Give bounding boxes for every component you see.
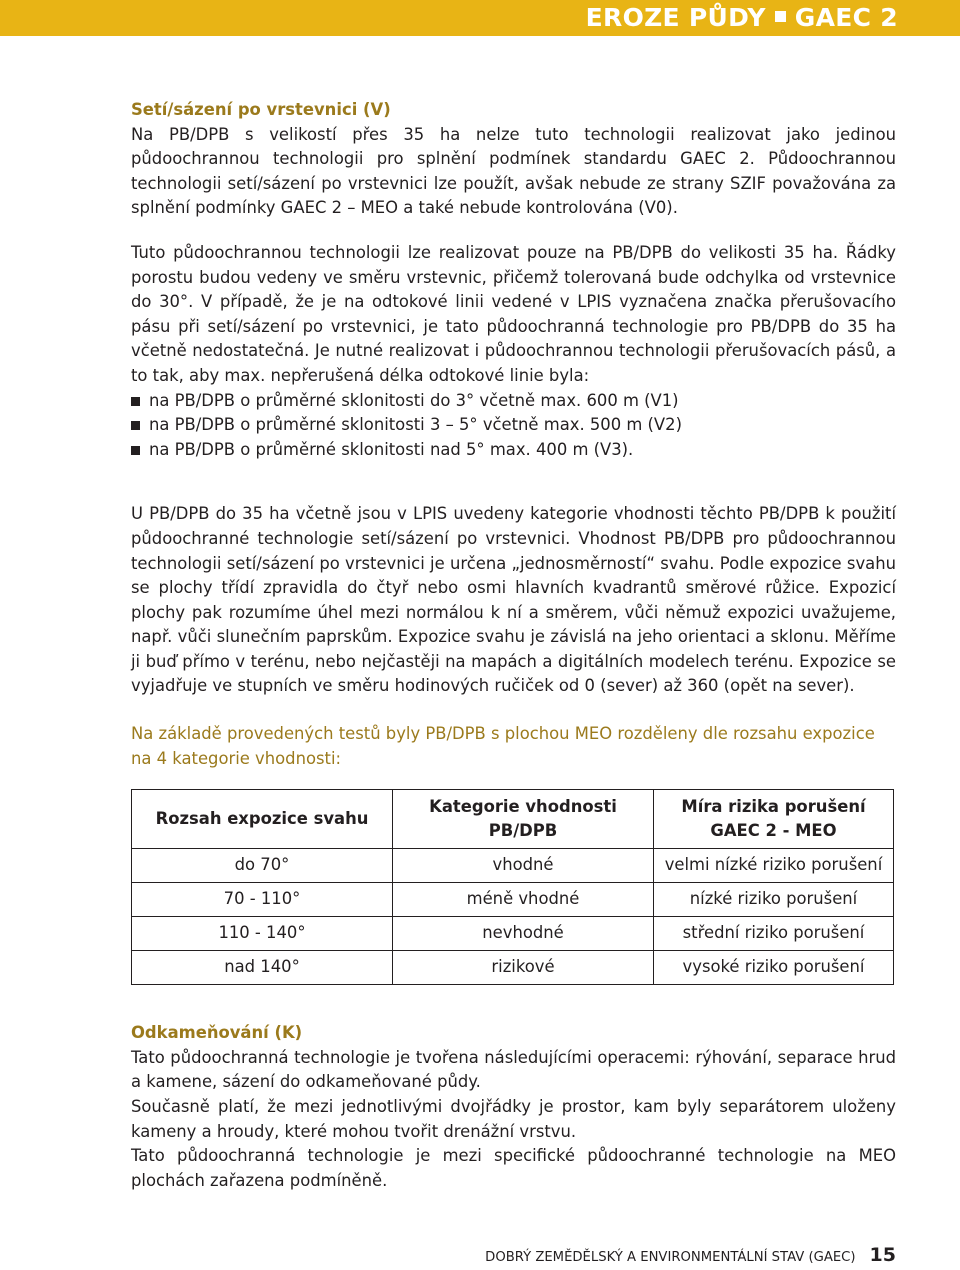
table-cell: do 70° [132, 849, 393, 883]
section-heading-destoning: Odkameňování (K) [131, 1023, 303, 1043]
list-item-text: na PB/DPB o průměrné sklonitosti nad 5° max. 400 m (V3). [149, 439, 634, 459]
paragraph-conditions: Tuto půdoochrannou technologii lze realizovat pouze na PB/DPB do velikosti 35 ha. Řádky porostu budou vedeny ve směru vrstevnic, přičemž tolerovaná bude odchylka od vrstevnice do 30°. V případě, že je na odtokové linii vedené v LPIS vyznačena značka přerušovacího pásu při setí/sázení po vrstevnici, je tato půdoochranná technologie pro PB/DPB do 35 ha včetně nedostatečná. Je nutné realizovat i půdoochrannou technologii přerušovacích pásů, a to tak, aby max. nepřerušená délka odtokové linie byla: [131, 242, 896, 385]
table-header-row [132, 790, 894, 849]
page-footer [485, 1244, 896, 1266]
table-row [132, 883, 894, 917]
table-cell: vhodné [393, 849, 654, 883]
bullet-square-icon [131, 446, 140, 455]
table-cell: nízké riziko porušení [654, 883, 894, 917]
bullet-square-icon [131, 421, 140, 430]
table-cell: velmi nízké riziko porušení [654, 849, 894, 883]
column-header-suitability: Kategorie vhodnosti PB/DPB [393, 790, 654, 849]
paragraph-intro: Na PB/DPB s velikostí přes 35 ha nelze tuto technologii realizovat jako jedinou půdoochrannou technologii pro splnění podmínek standardu GAEC 2. Půdoochrannou technologii setí/sázení po vrstevnici lze použít, avšak nebude ze strany SZIF považována za splnění podmínky GAEC 2 – MEO a také nebude kontrolována (V0). [131, 124, 896, 218]
table-row [132, 917, 894, 951]
table-cell: méně vhodné [393, 883, 654, 917]
footer-text: DOBRÝ ZEMĚDĚLSKÝ A ENVIRONMENTÁLNÍ STAV (GAEC) [485, 1250, 856, 1265]
bullet-list [131, 389, 896, 463]
table-cell: nad 140° [132, 951, 393, 985]
table-cell: rizikové [393, 951, 654, 985]
table-intro: Na základě provedených testů byly PB/DPB s plochou MEO rozděleny dle rozsahu expozice na 4 kategorie vhodnosti: [131, 724, 875, 768]
page-header-title [586, 2, 898, 34]
section-heading-contour-sowing: Setí/sázení po vrstevnici (V) [131, 100, 391, 119]
header-title-left: EROZE PŮDY [585, 3, 766, 32]
table-cell: nevhodné [393, 917, 654, 951]
table-cell: 110 - 140° [132, 917, 393, 951]
list-item [131, 438, 896, 463]
column-header-exposure-range: Rozsah expozice svahu [132, 790, 393, 849]
table-row [132, 951, 894, 985]
table-row [132, 849, 894, 883]
page-content [131, 98, 896, 1193]
list-item-text: na PB/DPB o průměrné sklonitosti 3 – 5° včetně max. 500 m (V2) [149, 415, 682, 435]
paragraph-exposure: U PB/DPB do 35 ha včetně jsou v LPIS uvedeny kategorie vhodnosti těchto PB/DPB k použití půdoochranné technologie setí/sázení po vrstevnici. Vhodnost PB/DPB pro půdoochrannou technologii setí/sázení po vrstevnici je určena „jednosměrností“ svahu. Podle expozice svahu se plochy třídí zpravidla do čtyř nebo osmi hlavních kvadrantů směrové růžice. Expozicí plochy pak rozumíme úhel mezi normálou k ní a směrem, vůči němuž expozici uvažujeme, např. vůči slunečním paprskům. Expozice svahu je závislá na jeho orientaci a sklonu. Měříme ji buď přímo v terénu, nebo nejčastěji na mapách a digitálních modelech terénu. Expozice se vyjadřuje ve stupních ve směru hodinových ručiček od 0 (sever) až 360 (opět na sever). [131, 504, 896, 696]
page-number: 15 [869, 1244, 896, 1266]
column-header-risk: Míra rizika porušení GAEC 2 - MEO [654, 790, 894, 849]
header-separator-square [775, 11, 786, 22]
table-cell: vysoké riziko porušení [654, 951, 894, 985]
list-item [131, 389, 896, 414]
table-cell: střední riziko porušení [654, 917, 894, 951]
list-item [131, 413, 896, 438]
exposure-category-table [131, 789, 894, 985]
paragraph-destoning-1: Tato půdoochranná technologie je tvořena následujícími operacemi: rýhování, separace hrud a kamene, sázení do odkameňované půdy. [131, 1047, 896, 1092]
bullet-square-icon [131, 397, 140, 406]
table-cell: 70 - 110° [132, 883, 393, 917]
paragraph-destoning-3: Tato půdoochranná technologie je mezi specifické půdoochranné technologie na MEO plochách zařazena podmíněně. [131, 1146, 896, 1190]
header-title-right: GAEC 2 [794, 3, 898, 32]
paragraph-destoning-2: Současně platí, že mezi jednotlivými dvojřádky je prostor, kam byly separátorem uloženy kameny a hroudy, které mohou tvořit drenážní vrstvu. [131, 1097, 896, 1141]
list-item-text: na PB/DPB o průměrné sklonitosti do 3° včetně max. 600 m (V1) [149, 390, 679, 410]
